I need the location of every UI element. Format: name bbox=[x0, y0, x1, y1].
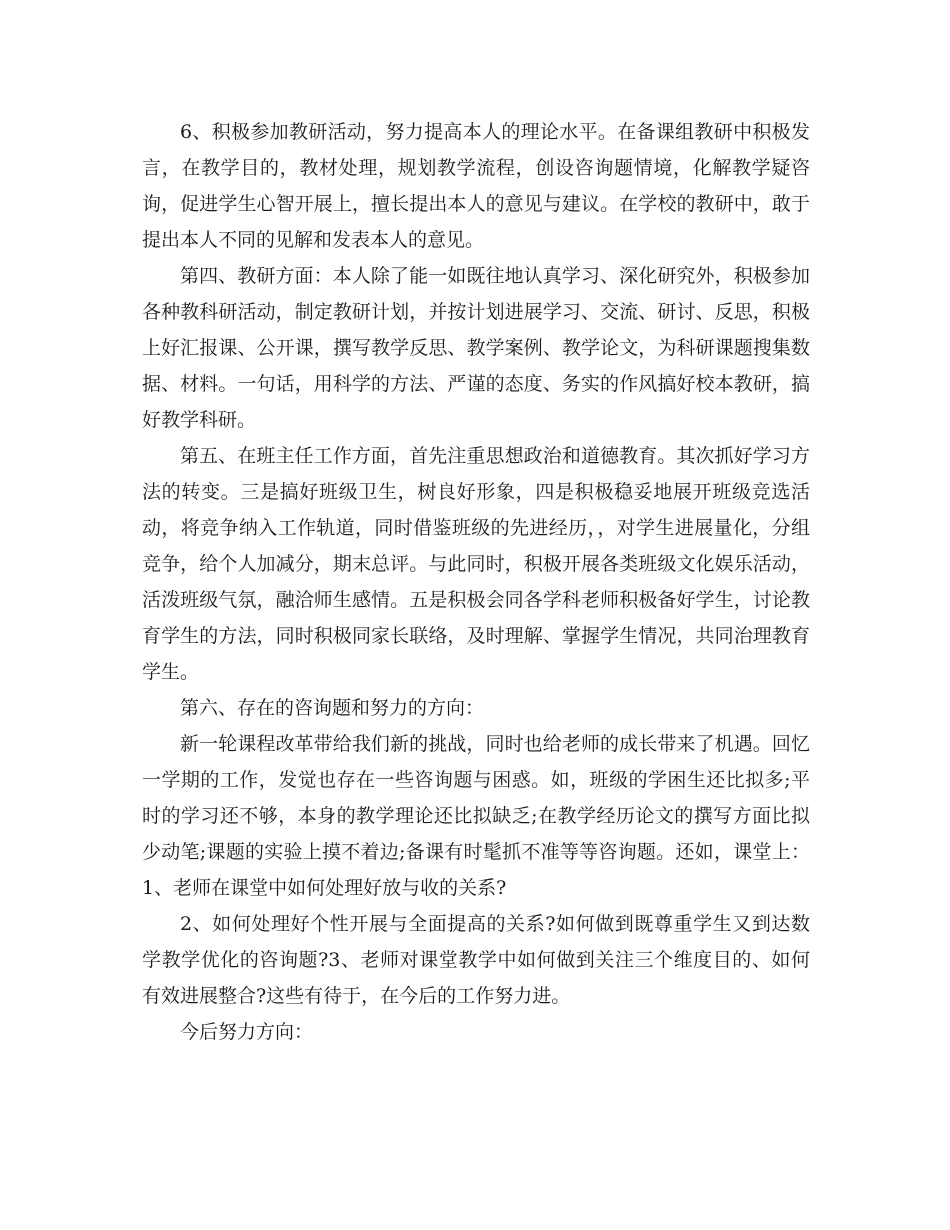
paragraph-questions: 2、如何处理好个性开展与全面提高的关系?如何做到既尊重学生又到达数学教学优化的咨询题?3、老师对课堂教学中如何做到关注三个维度目的、如何有效进展整合?这些有待于，在今后的工作努力进。 bbox=[142, 913, 810, 1007]
paragraph-curriculum-reform: 新一轮课程改革带给我们新的挑战，同时也给老师的成长带来了机遇。回忆一学期的工作，发觉也存在一些咨询题与困惑。如，班级的学困生还比拟多;平时的学习还不够，本身的教学理论还比拟缺乏;在教学经历论文的撰写方面比拟少动笔;课题的实验上摸不着边;备课有时髦抓不准等等咨询题。还如，课堂上：1、老师在课堂中如何处理好放与收的关系? bbox=[142, 733, 810, 899]
document-body bbox=[142, 114, 810, 1050]
paragraph-problems-heading: 第六、存在的咨询题和努力的方向： bbox=[180, 697, 485, 719]
paragraph-future-direction: 今后努力方向： bbox=[180, 1021, 314, 1043]
paragraph-teaching-research-activity: 6、积极参加教研活动，努力提高本人的理论水平。在备课组教研中积极发言，在教学目的，教材处理，规划教学流程，创设咨询题情境，化解教学疑咨询，促进学生心智开展上，擅长提出本人的意见与建议。在学校的教研中，敢于提出本人不同的见解和发表本人的意见。 bbox=[142, 121, 810, 251]
paragraph-class-teacher-work: 第五、在班主任工作方面，首先注重思想政治和道德教育。其次抓好学习方法的转变。三是搞好班级卫生，树良好形象，四是积极稳妥地展开班级竞选活动，将竞争纳入工作轨道，同时借鉴班级的先进经历，，对学生进展量化，分组竞争，给个人加减分，期末总评。与此同时，积极开展各类班级文化娱乐活动，活泼班级气氛，融洽师生感情。五是积极会同各学科老师积极备好学生，讨论教育学生的方法，同时积极同家长联络，及时理解、掌握学生情况，共同治理教育学生。 bbox=[142, 445, 810, 683]
paragraph-research-aspect: 第四、教研方面：本人除了能一如既往地认真学习、深化研究外，积极参加各种教科研活动，制定教研计划，并按计划进展学习、交流、研讨、反思，积极上好汇报课、公开课，撰写教学反思、教学案例、教学论文，为科研课题搜集数据、材料。一句话，用科学的方法、严谨的态度、务实的作风搞好校本教研，搞好教学科研。 bbox=[142, 265, 810, 431]
